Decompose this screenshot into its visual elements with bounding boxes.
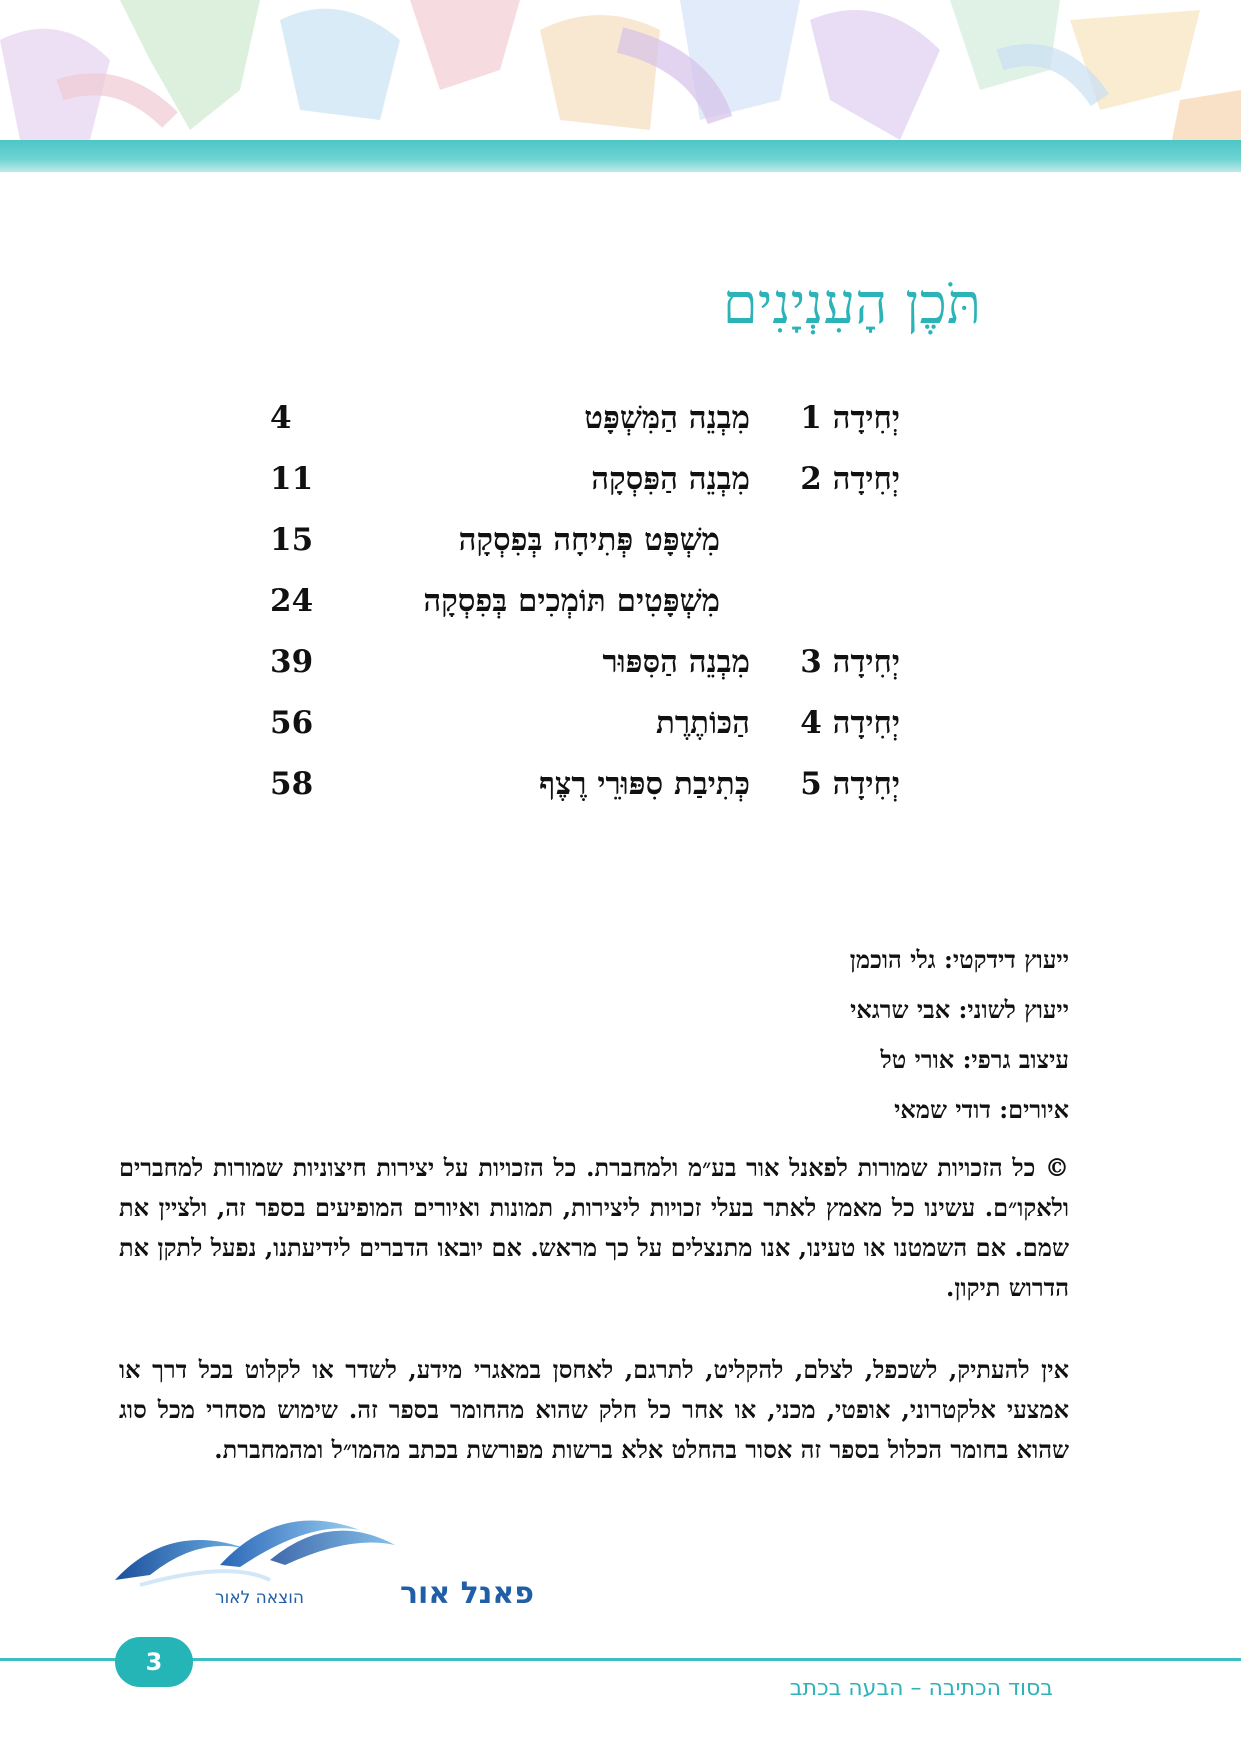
decorative-banner bbox=[0, 0, 1241, 150]
restrictions-paragraph: אין להעתיק, לשכפל, לצלם, להקליט, לתרגם, לאחסן במאגרי מידע, לשדר או לקלוט בכל דרך או אמצעי אלקטרוני, אופטי, מכני, או אחר כל חלק שהוא מהחומר בספר זה. שימוש מסחרי מכל סוג שהוא בחומר הכלול בספר זה אסור בהחלט אלא ברשות מפורשת בכתב מהמו״ל ומהמחברת. bbox=[119, 1355, 1069, 1464]
logo-arcs-icon bbox=[110, 1505, 534, 1615]
toc-row bbox=[260, 766, 900, 827]
toc-entry-title: מִבְנֵה הַסִּפּוּר bbox=[602, 644, 750, 680]
credit-line: איורים: דודי שמאי bbox=[894, 1095, 1069, 1124]
toc-page-number: 11 bbox=[270, 461, 314, 497]
toc-entry-title: מִשְׁפָּטִים תּוֹמְכִים בְּפִסְקָה bbox=[423, 583, 720, 619]
toc-entry-title: מִבְנֵה הַמִּשְׁפָּט bbox=[584, 400, 750, 436]
logo-name: פאנל אור bbox=[400, 1576, 534, 1611]
toc-unit: יְחִידָה 4 bbox=[800, 705, 900, 741]
toc-page-number: 58 bbox=[270, 766, 314, 802]
toc-unit: יְחִידָה 3 bbox=[800, 644, 900, 680]
credits-block bbox=[850, 935, 1069, 1135]
toc-page-number: 39 bbox=[270, 644, 314, 680]
page-number-badge: 3 bbox=[115, 1637, 193, 1687]
logo-tagline: הוצאה לאור bbox=[215, 1588, 304, 1608]
toc-unit: יְחִידָה 5 bbox=[800, 766, 900, 802]
copyright-paragraph: © כל הזכויות שמורות לפאנל אור בע״מ ולמחברת. כל הזכויות על יצירות חיצוניות שמורות למחברים ולאקו״ם. עשינו כל מאמץ לאתר בעלי זכויות ליצירות, תמונות ואיורים המופיעים בספר זה, ולציין את שמם. אם השמטנו או טעינו, אנו מתנצלים על כך מראש. אם יובאו הדברים לידיעתנו, נפעל לתקן את הדרוש תיקון. bbox=[119, 1153, 1069, 1302]
credit-line: ייעוץ לשוני: אבי שרגאי bbox=[850, 995, 1069, 1024]
toc-unit: יְחִידָה 2 bbox=[800, 461, 900, 497]
credit-line: ייעוץ דידקטי: גלי הוכמן bbox=[849, 945, 1069, 974]
toc-row bbox=[260, 583, 900, 644]
toc-entry-title: הַכּוֹתֶרֶת bbox=[656, 705, 750, 741]
toc-unit: יְחִידָה 1 bbox=[800, 400, 900, 436]
toc-row bbox=[260, 705, 900, 766]
toc-entry-title: כְּתִיבַת סִפּוּרֵי רֶצֶף bbox=[539, 766, 750, 802]
credit-line: עיצוב גרפי: אורי טל bbox=[880, 1045, 1069, 1074]
toc-page-number: 24 bbox=[270, 583, 314, 619]
toc-list bbox=[260, 400, 900, 827]
toc-row bbox=[260, 522, 900, 583]
header-stripe bbox=[0, 140, 1241, 172]
toc-page-number: 4 bbox=[270, 400, 292, 436]
toc-row bbox=[260, 461, 900, 522]
toc-page-number: 15 bbox=[270, 522, 314, 558]
toc-entry-title: מִבְנֵה הַפִּסְקָה bbox=[591, 461, 750, 497]
toc-page-number: 56 bbox=[270, 705, 314, 741]
toc-row bbox=[260, 400, 900, 461]
publisher-logo bbox=[110, 1505, 534, 1615]
letters-background-image bbox=[0, 0, 1241, 150]
toc-row bbox=[260, 644, 900, 705]
footer-book-title: בסוד הכתיבה – הבעה בכתב bbox=[789, 1676, 1053, 1701]
page-title: תֹּכֶן הָעִנְיָנִים bbox=[722, 272, 981, 337]
toc-entry-title: מִשְׁפָּט פְּתִיחָה בְּפִסְקָה bbox=[458, 522, 720, 558]
